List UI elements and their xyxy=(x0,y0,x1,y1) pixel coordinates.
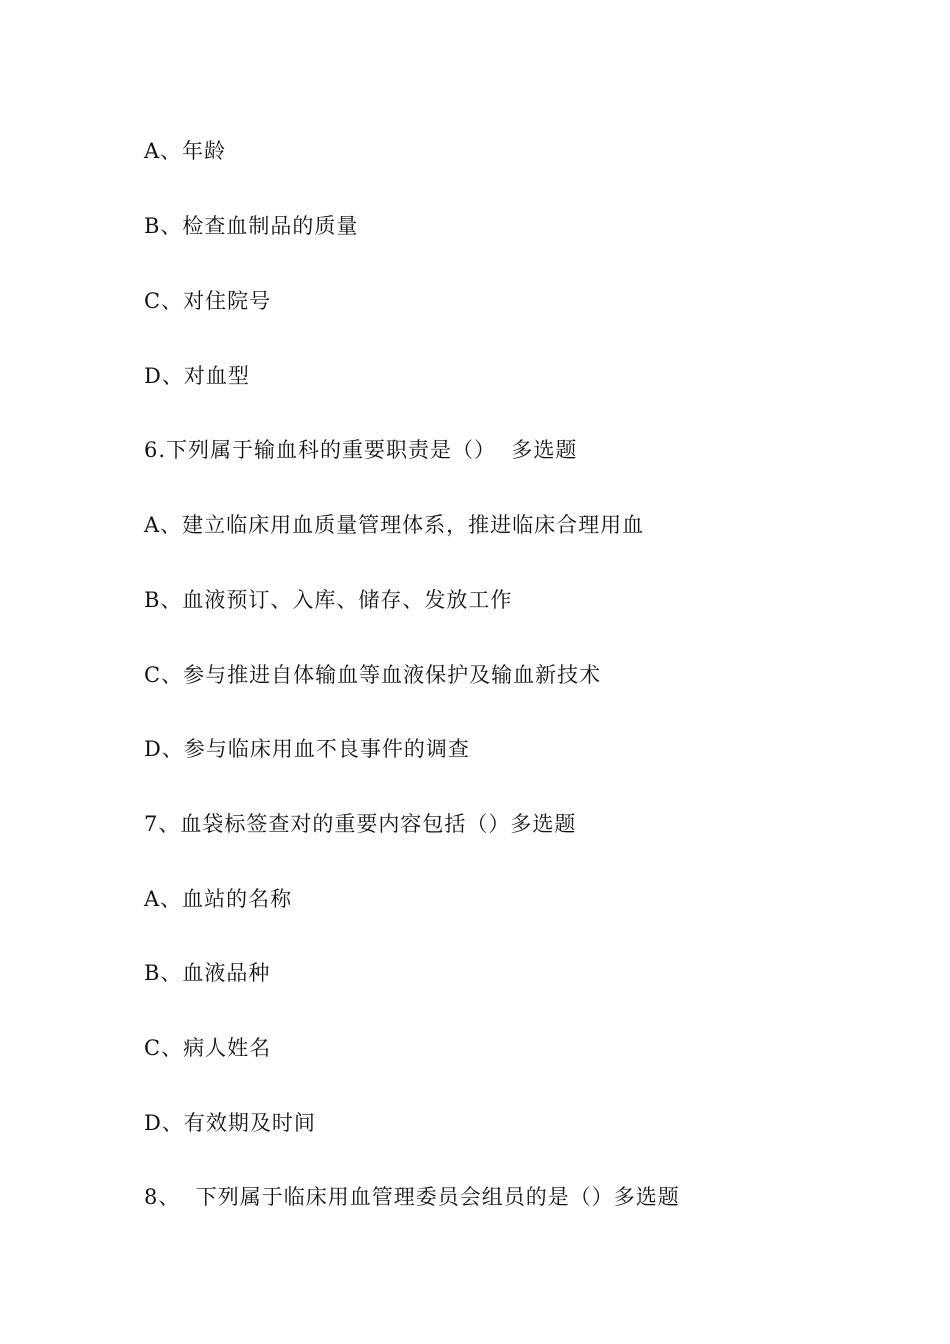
question-6: 6.下列属于输血科的重要职责是（） 多选题 xyxy=(144,438,578,462)
q7-option-a: A、血站的名称 xyxy=(144,887,293,911)
option-b-check-quality: B、检查血制品的质量 xyxy=(144,214,359,238)
q6-option-a: A、建立临床用血质量管理体系，推进临床合理用血 xyxy=(144,513,645,537)
option-c-admission-number: C、对住院号 xyxy=(144,289,272,313)
q7-option-b: B、血液品种 xyxy=(144,961,271,985)
q7-option-c: C、病人姓名 xyxy=(144,1036,272,1060)
q7-option-d: D、有效期及时间 xyxy=(144,1111,316,1135)
question-7: 7、血袋标签查对的重要内容包括（）多选题 xyxy=(144,812,577,836)
q6-option-d: D、参与临床用血不良事件的调查 xyxy=(144,737,470,761)
q6-option-b: B、血液预订、入库、储存、发放工作 xyxy=(144,588,513,612)
question-8: 8、 下列属于临床用血管理委员会组员的是（）多选题 xyxy=(144,1185,680,1209)
option-a-age: A、年龄 xyxy=(144,139,227,163)
option-d-blood-type: D、对血型 xyxy=(144,364,250,388)
q6-option-c: C、参与推进自体输血等血液保护及输血新技术 xyxy=(144,663,602,687)
